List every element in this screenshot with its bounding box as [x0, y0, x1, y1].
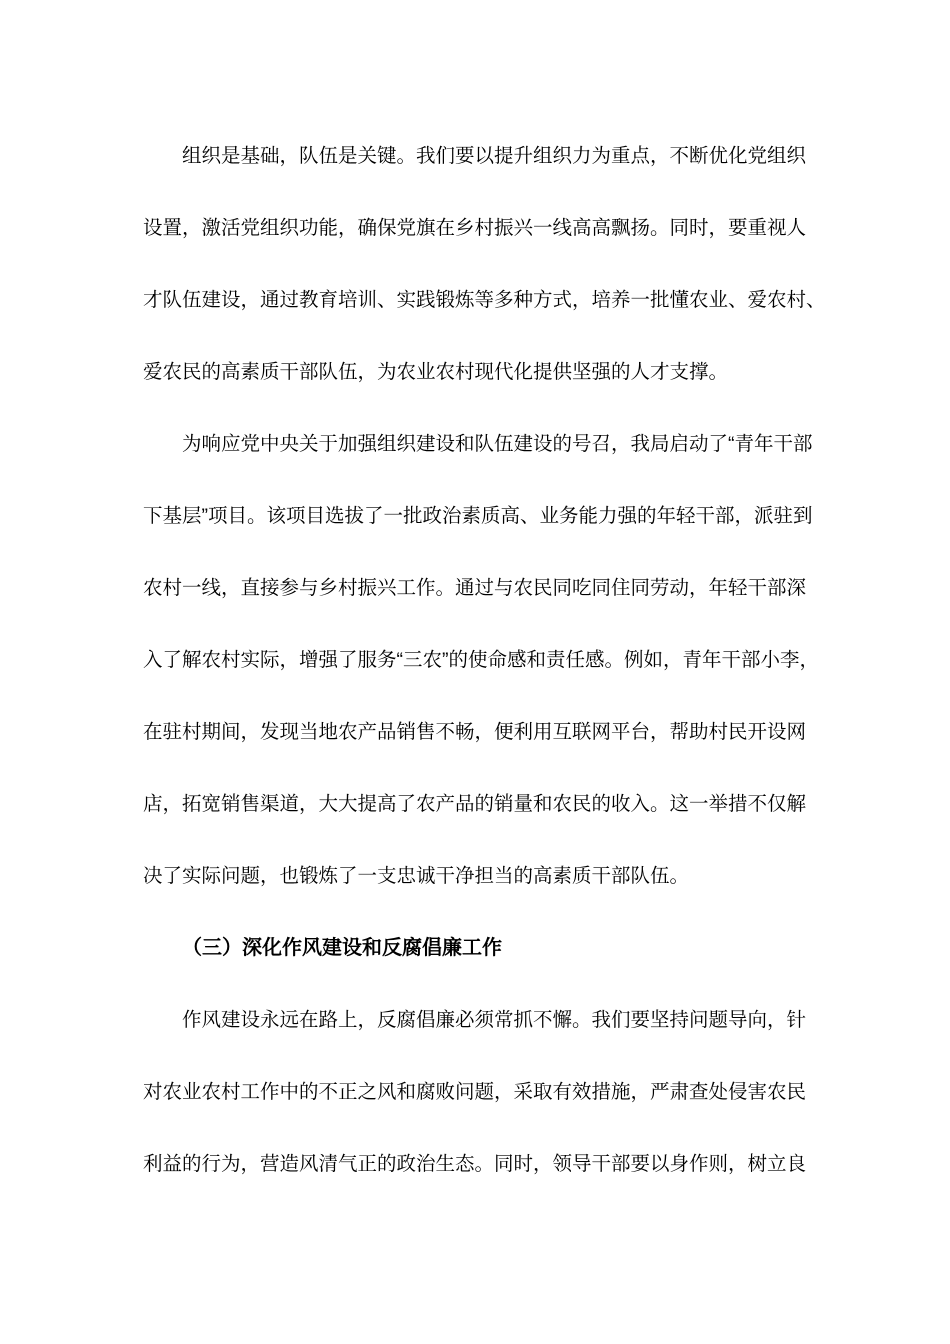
paragraph-line: 组织是基础，队伍是关键。我们要以提升组织力为重点，不断优化党组织	[182, 145, 807, 167]
paragraph-line: 入了解农村实际，增强了服务“三农”的使命感和责任感。例如，青年干部小李，	[143, 649, 819, 671]
section-heading: （三）深化作风建设和反腐倡廉工作	[182, 937, 502, 959]
paragraph-line: 利益的行为，营造风清气正的政治生态。同时，领导干部要以身作则，树立良	[143, 1153, 807, 1175]
paragraph-line: 设置，激活党组织功能，确保党旗在乡村振兴一线高高飘扬。同时，要重视人	[143, 217, 807, 239]
paragraph-line: 店，拓宽销售渠道，大大提高了农产品的销量和农民的收入。这一举措不仅解	[143, 793, 807, 815]
paragraph-line: 在驻村期间，发现当地农产品销售不畅，便利用互联网平台，帮助村民开设网	[143, 721, 807, 743]
paragraph-line: 作风建设永远在路上，反腐倡廉必须常抓不懈。我们要坚持问题导向，针	[182, 1009, 807, 1031]
paragraph-line: 才队伍建设，通过教育培训、实践锻炼等多种方式，培养一批懂农业、爱农村、	[143, 289, 826, 311]
paragraph-line: 农村一线，直接参与乡村振兴工作。通过与农民同吃同住同劳动，年轻干部深	[143, 577, 807, 599]
paragraph-line: 下基层”项目。该项目选拔了一批政治素质高、业务能力强的年轻干部，派驻到	[143, 505, 813, 527]
document-content	[143, 120, 833, 1200]
paragraph-line: 对农业农村工作中的不正之风和腐败问题，采取有效措施，严肃查处侵害农民	[143, 1081, 807, 1103]
paragraph-line: 为响应党中央关于加强组织建设和队伍建设的号召，我局启动了“青年干部	[182, 433, 813, 455]
paragraph-line: 决了实际问题，也锻炼了一支忠诚干净担当的高素质干部队伍。	[143, 865, 690, 887]
paragraph-line: 爱农民的高素质干部队伍，为农业农村现代化提供坚强的人才支撑。	[143, 361, 729, 383]
